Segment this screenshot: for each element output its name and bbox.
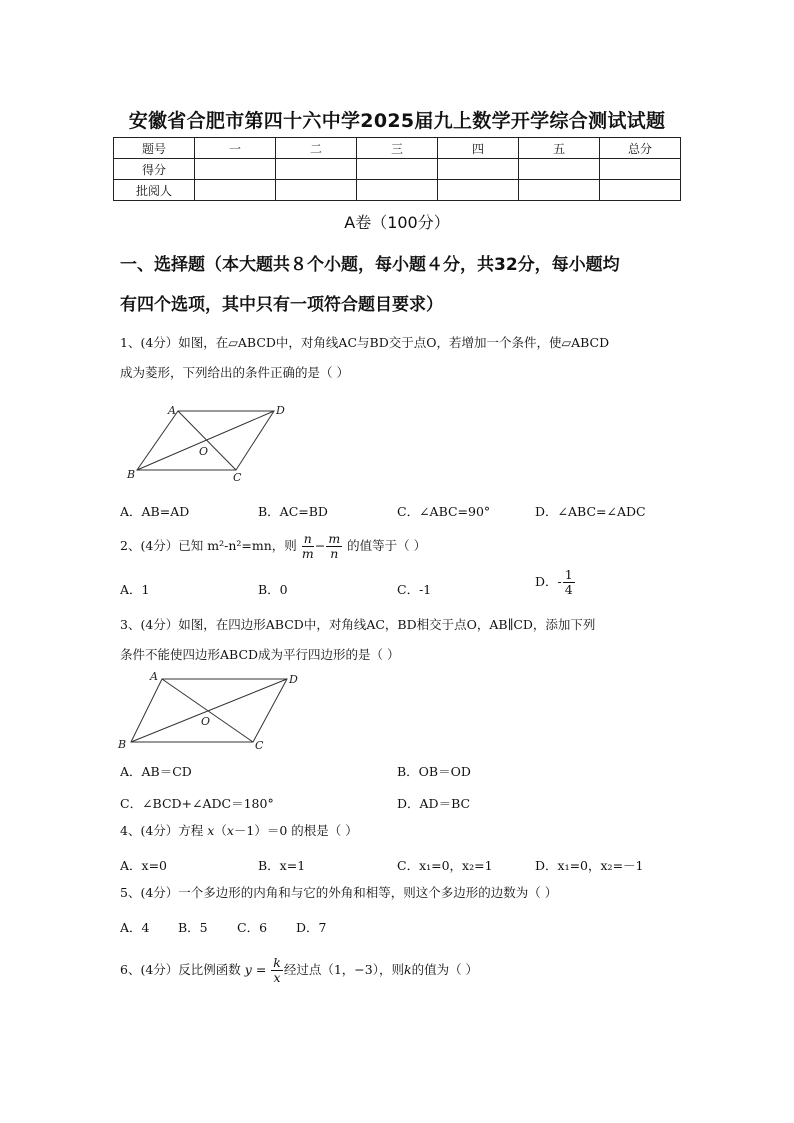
question-text: 2、(4分）已知 m²-n²=mn，则 (120, 538, 297, 553)
fraction-numerator: n (303, 531, 312, 546)
table-cell (600, 159, 681, 180)
point-label-o: O (201, 715, 211, 728)
fraction-numerator: 1 (564, 567, 573, 582)
table-header-row (114, 138, 681, 159)
option-b: B．AC=BD (258, 504, 328, 519)
option-c: C．-1 (397, 582, 432, 597)
table-cell: 一 (195, 138, 276, 159)
table-cell: 五 (519, 138, 600, 159)
option-c: C．6 (237, 920, 268, 935)
vertex-label-c: C (233, 471, 242, 484)
section-heading (120, 246, 690, 324)
question-2 (120, 531, 690, 561)
option-b: B．OB＝OD (397, 764, 471, 779)
question-text: －1）＝0 的根是（ ） (233, 823, 358, 838)
table-cell (195, 180, 276, 201)
table-cell (519, 180, 600, 201)
question-3 (120, 610, 690, 670)
option-b: B．x=1 (258, 858, 306, 873)
question-1 (120, 328, 690, 388)
question-text: 条件不能使四边形ABCD成为平行四边形的是（ ） (120, 647, 400, 662)
table-cell (357, 159, 438, 180)
fraction-one-quarter (563, 568, 575, 597)
point-label-o: O (199, 445, 209, 458)
question-text: （ (214, 823, 227, 838)
option-d (535, 568, 576, 597)
question-6 (120, 955, 690, 985)
option-c: C．x₁=0，x₂=1 (397, 858, 493, 873)
parallelogram-figure-1 (120, 400, 300, 490)
table-cell (519, 159, 600, 180)
table-cell: 总分 (600, 138, 681, 159)
table-cell (276, 159, 357, 180)
question-text: 1、(4分）如图，在▱ABCD中，对角线AC与BD交于点O，若增加一个条件，使▱ABCD (120, 335, 610, 350)
vertex-label-b: B (118, 738, 127, 751)
table-cell (276, 180, 357, 201)
question-text: 经过点（1，−3），则 (283, 962, 404, 977)
option-a: A．AB=AD (120, 504, 190, 519)
diagonal-ac (162, 679, 253, 742)
vertex-label-a: A (150, 670, 158, 683)
question-text: 5、(4分）一个多边形的内角和与它的外角和相等，则这个多边形的边数为（ ） (120, 885, 558, 900)
question-5 (120, 878, 690, 908)
variable-x: x (207, 823, 215, 838)
fraction-n-over-m (302, 532, 314, 561)
table-cell (438, 180, 519, 201)
table-cell (195, 159, 276, 180)
question-text: 4、(4分）方程 (120, 823, 204, 838)
question-text: 3、(4分）如图，在四边形ABCD中，对角线AC，BD相交于点O，AB∥CD，添加下列 (120, 617, 596, 632)
option-a: A．4 (120, 920, 150, 935)
option-c: C．∠ABC=90° (397, 504, 491, 519)
option-d: D．AD＝BC (397, 796, 471, 811)
option-d: D．x₁=0，x₂=－1 (535, 858, 644, 873)
score-table (113, 137, 681, 201)
fraction-numerator: k (273, 955, 281, 970)
question-text: 成为菱形，下列给出的条件正确的是（ ） (120, 365, 349, 380)
table-cell: 四 (438, 138, 519, 159)
table-cell: 二 (276, 138, 357, 159)
paper-part-heading: A卷（100分） (344, 213, 450, 232)
vertex-label-c: C (255, 739, 264, 752)
option-b: B．5 (178, 920, 208, 935)
option-d-label: D．- (535, 574, 562, 589)
table-cell (438, 159, 519, 180)
vertex-label-a: A (168, 404, 176, 417)
option-b: B．0 (258, 582, 288, 597)
table-cell: 批阅人 (114, 180, 195, 201)
variable-y-equals: y = (244, 962, 267, 977)
fraction-denominator: x (273, 970, 281, 985)
diagonal-ac (178, 411, 236, 470)
fraction-denominator: 4 (564, 582, 573, 597)
variable-k: k (404, 962, 412, 977)
fraction-m-over-n (326, 532, 342, 561)
fraction-k-over-x (271, 956, 283, 985)
option-a: A．AB＝CD (120, 764, 192, 779)
table-cell: 题号 (114, 138, 195, 159)
table-cell (357, 180, 438, 201)
option-a: A．x=0 (120, 858, 168, 873)
option-a: A．1 (120, 582, 150, 597)
option-c: C．∠BCD+∠ADC＝180° (120, 796, 274, 811)
parallelogram-figure-3 (115, 668, 315, 753)
question-text: 的值等于（ ） (347, 538, 427, 553)
minus-sign: − (314, 538, 326, 553)
option-d: D．7 (296, 920, 327, 935)
option-d: D．∠ABC=∠ADC (535, 504, 646, 519)
question-text: 的值为（ ） (411, 962, 479, 977)
table-cell (600, 180, 681, 201)
fraction-numerator: m (328, 531, 341, 546)
table-cell: 得分 (114, 159, 195, 180)
document-title: 安徽省合肥市第四十六中学2025届九上数学开学综合测试试题 (128, 110, 666, 132)
table-cell: 三 (357, 138, 438, 159)
section-heading-line: 一、选择题（本大题共８个小题，每小题４分，共32分，每小题均 (120, 255, 620, 275)
vertex-label-d: D (276, 404, 285, 417)
question-text: 6、(4分）反比例函数 (120, 962, 241, 977)
fraction-denominator: m (301, 546, 314, 561)
vertex-label-b: B (127, 468, 136, 481)
diagonal-bd (131, 679, 287, 742)
question-4 (120, 816, 690, 846)
table-row (114, 159, 681, 180)
table-row (114, 180, 681, 201)
fraction-denominator: n (330, 546, 339, 561)
section-heading-line: 有四个选项，其中只有一项符合题目要求） (120, 295, 443, 315)
vertex-label-d: D (289, 673, 298, 686)
variable-x: x (226, 823, 234, 838)
